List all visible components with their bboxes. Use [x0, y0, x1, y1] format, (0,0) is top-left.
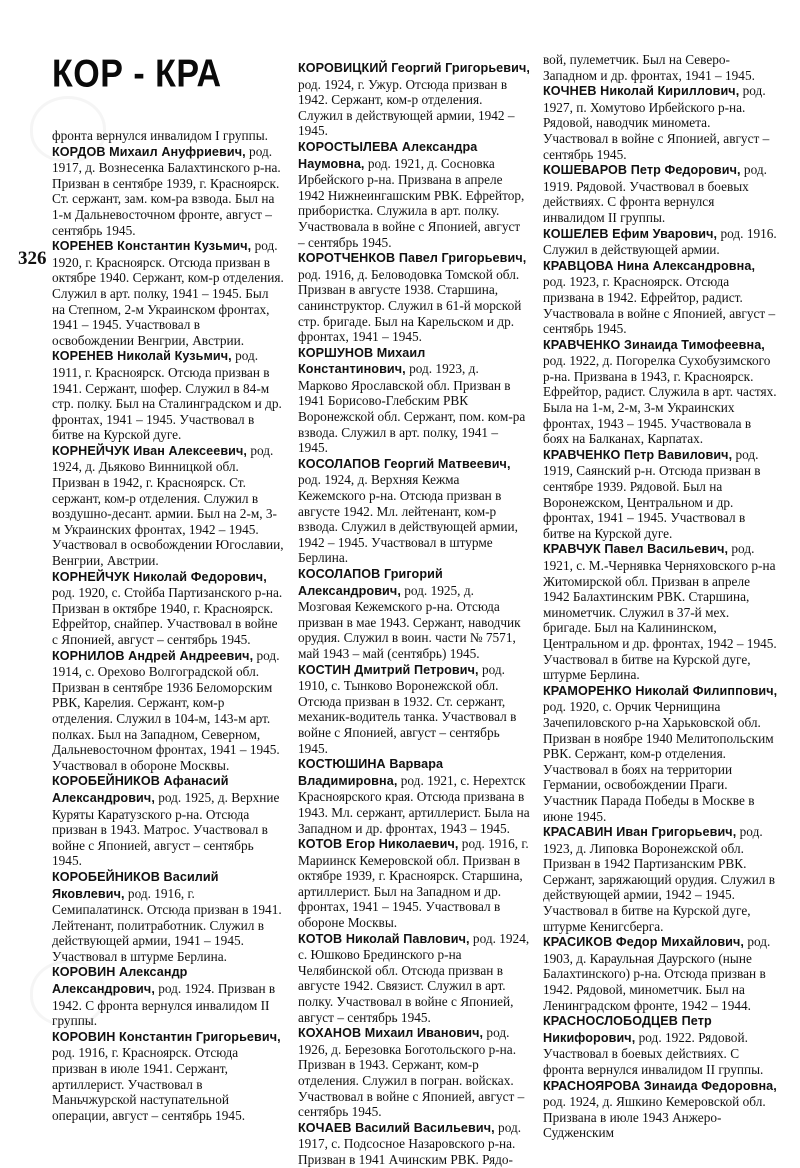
text-column-3: [543, 52, 778, 1141]
biography-entry: [298, 1120, 530, 1168]
biography-entry: [543, 683, 778, 824]
person-name: КОТОВ Егор Николаевич,: [298, 837, 459, 852]
biography-entry: [298, 250, 530, 345]
biography-entry: [298, 139, 530, 250]
person-biography: род. 1916, г. Семипалатинск. Отсюда призван в 1941. Лейтенант, политработник. Служил в действующей армии, 1941 – 1945. Участвовал в штурме Берлина.: [52, 885, 282, 964]
person-name: КРАВЧЕНКО Петр Вавилович,: [543, 447, 733, 462]
person-biography: род. 1920, с. Орчик Чернищина Зачепиловского р-на Харьковской обл. Призван в ноябре 1940 Мелитопольским РВК. Сержант, ком-р отделения. Участвовал в боях на территории Германии, освобождении Праги. Участник Парада Победы в Москве в июне 1945.: [543, 699, 774, 824]
biography-entry: [52, 964, 284, 1028]
person-biography: род. 1910, с. Тынково Воронежской обл. Отсюда призван в 1932. Ст. сержант, механик-водитель танка. Участвовал в войне с Японией, август – сентябрь 1945.: [298, 661, 517, 756]
entries-list: [298, 60, 530, 1168]
biography-entry: [52, 648, 284, 774]
person-biography: род. 1922. Рядовой. Участвовал в боевых действиях. С фронта вернулся инвалидом II группы.: [543, 1029, 764, 1077]
person-biography: род. 1920, г. Красноярск. Отсюда призван в октябре 1940. Сержант, ком-р отделения. Служил в арт. полку, 1941 – 1945. Был на Степном, 2-м Украинском фронтах, 1941 – 1945. Участвовал в освобождении Венгрии, Австрии.: [52, 238, 284, 348]
person-biography: род. 1925, д. Мозговая Кежемского р-на. Отсюда призван в мае 1943. Сержант, наводчик орудия. Служил в воин. части № 7571, май 1943 – май (сентябрь) 1945.: [298, 582, 521, 661]
biography-entry: [298, 345, 530, 456]
person-biography: род. 1921, с. М.-Чернявка Черняховского р-на Житомирской обл. Призван в апреле 1942 Балахтинским РВК. Старшина, минометчик. Служил в 37-й мех. бригаде. Был на Калининском, Центральном и др. фронтах, 1942 – 1945. Участвовал в битве на Курской дуге, штурме Берлина.: [543, 541, 777, 683]
person-biography: род. 1920, с. Стойба Партизанского р-на. Призван в октябре 1940, г. Красноярск. Ефрейтор, снайпер. Участвовал в войне с Японией, август – сентябрь 1945.: [52, 585, 283, 647]
person-name: КОРЕНЕВ Николай Кузьмич,: [52, 349, 232, 364]
biography-entry: [52, 1029, 284, 1124]
person-name: КРАСНОЯРОВА Зинаида Федоровна,: [543, 1078, 777, 1093]
person-name: КОРОБЕЙНИКОВ Василий Яковлевич,: [52, 869, 219, 901]
biography-entry: [543, 447, 778, 542]
biography-entry: [543, 83, 778, 162]
person-biography: род. 1921, д. Сосновка Ирбейского р-на. Призвана в апреле 1942 Нижнеингашским РВК. Ефрейтор, прибористка. Служила в арт. полку. Участвовала в войне с Японией, август – сентябрь 1945.: [298, 155, 525, 250]
person-name: КОТОВ Николай Павлович,: [298, 931, 470, 946]
biography-entry: [298, 1025, 530, 1120]
person-name: КОРОВИН Александр Александрович,: [52, 965, 188, 997]
biography-entry: [52, 773, 284, 869]
biography-entry: [543, 1078, 778, 1141]
person-name: КОСОЛАПОВ Григорий Александрович,: [298, 567, 443, 598]
entries-list: [52, 144, 284, 1124]
person-name: КОРНЕЙЧУК Иван Алексеевич,: [52, 443, 248, 458]
person-biography: род. 1924, д. Верхняя Кежма Кежемского р-на. Отсюда призван в августе 1942. Мл. лейтенант, ком-р взвода. Служил в действующей армии, 1942 – 1945. Участвовал в штурме Берлина.: [298, 472, 518, 566]
person-name: КОРОВИН Константин Григорьевич,: [52, 1029, 281, 1044]
biography-entry: [543, 226, 778, 258]
person-biography: род. 1923, д. Липовка Воронежской обл. Призван в 1942 Партизанским РВК. Сержант, заряжающий орудия. Служил в действующей армии, 1942 – 1945. Участвовал в битве на Курской дуге, штурме Кенигсберга.: [543, 824, 776, 934]
person-name: КОРНЕЙЧУК Николай Федорович,: [52, 569, 267, 584]
page-header: КОР - КРА: [52, 52, 222, 96]
person-biography: род. 1903, д. Караульная Даурского (ныне Балахтинского) р-на. Отсюда призван в 1942. Рядовой, минометчик. Был на Ленинградском фронте, 1942 – 1944.: [543, 934, 771, 1013]
person-biography: род. 1919. Рядовой. Участвовал в боевых действиях. С фронта вернулся инвалидом II группы.: [543, 162, 767, 225]
person-biography: род. 1926, д. Березовка Боготольского р-на. Призван в 1943. Сержант, ком-р отделения. Служил в погран. войсках. Участвовал в войне с Японией, август – сентябрь 1945.: [298, 1025, 525, 1120]
entries-list: [543, 83, 778, 1141]
person-biography: род. 1921, с. Нерехтск Красноярского края. Отсюда призвана в 1943. Мл. сержант, артиллерист. Была на Западном и др. фронтах, 1943 – 1945.: [298, 772, 530, 836]
person-biography: род. 1924, д. Дьяково Винницкой обл. Призван в 1942, г. Красноярск. Ст. сержант, ком-р отделения. Служил в воздушно-десант. армии. Был на 2-м, 3-м Украинских фронтах, 1942 – 1945. Участвовал в освобождении Югославии, Венгрии, Австрии.: [52, 442, 284, 569]
person-biography: род. 1916, г. Красноярск. Отсюда призван в июле 1941. Сержант, артиллерист. Участвовал в Маньчжурской наступательной операции, август – сентябрь 1945.: [52, 1045, 246, 1123]
person-biography: род. 1914, с. Орехово Волгоградской обл. Призван в сентябре 1936 Беломорским РВК, Карелия. Сержант, ком-р отделения. Служил в 104-м, 143-м арт. полках. Был на Западном, Северном, Дальневосточном фронтах, 1941 – 1945. Участвовал в обороне Москвы.: [52, 647, 280, 773]
person-name: КОСОЛАПОВ Георгий Матвеевич,: [298, 456, 511, 471]
person-biography: род. 1916. Служил в действующей армии.: [543, 225, 777, 258]
biography-entry: [298, 456, 530, 566]
person-name: КОРОСТЫЛЕВА Александра Наумовна,: [298, 139, 478, 171]
person-biography: род. 1925, д. Верхние Куряты Каратузского р-на. Отсюда призван в 1943. Матрос. Участвовал в войне с Японией, август – сентябрь 1945.: [52, 789, 280, 869]
biography-entry: [543, 162, 778, 225]
person-name: КОРОТЧЕНКОВ Павел Григорьевич,: [298, 251, 527, 266]
continuation-text: вой, пулеметчик. Был на Северо-Западном и др. фронтах, 1941 – 1945.: [543, 52, 755, 83]
person-name: КОРДОВ Михаил Ануфриевич,: [52, 144, 246, 159]
biography-entry: [543, 824, 778, 934]
person-name: КОСТИН Дмитрий Петрович,: [298, 662, 479, 677]
person-name: КОХАНОВ Михаил Иванович,: [298, 1026, 484, 1041]
person-name: КРАСНОСЛОБОДЦЕВ Петр Никифорович,: [543, 1014, 712, 1045]
biography-entry: [52, 144, 284, 239]
person-biography: род. 1924. Призван в 1942. С фронта вернулся инвалидом II группы.: [52, 981, 276, 1029]
person-biography: род. 1917, д. Вознесенка Балахтинского р-на. Призван в сентябре 1939, г. Красноярск. Ст. сержант, зам. ком-ра взвода. Был на 1-м Дальневосточном фронте, август – сентябрь 1945.: [52, 143, 281, 238]
person-biography: род. 1916, г. Мариинск Кемеровской обл. Призван в октябре 1939, г. Красноярск. Старшина, артиллерист. Был на Западном и др. фронтах, 1941 – 1945. Участвовал в обороне Москвы.: [298, 836, 529, 931]
person-name: КОРШУНОВ Михаил Константинович,: [298, 345, 426, 377]
biography-entry: [52, 869, 284, 965]
person-name: КРАСИКОВ Федор Михайлович,: [543, 935, 745, 950]
continuation-text: фронта вернулся инвалидом I группы.: [52, 128, 268, 143]
person-name: КОРОБЕЙНИКОВ Афанасий Александрович,: [52, 774, 229, 805]
biography-entry: [52, 443, 284, 569]
person-biography: род. 1924, д. Яшкино Кемеровской обл. Призвана в июле 1943 Анжеро-Судженским: [543, 1094, 766, 1141]
text-column-1: [52, 128, 284, 1123]
biography-entry: [543, 258, 778, 337]
person-name: КОШЕЛЕВ Ефим Уварович,: [543, 226, 718, 241]
person-name: КРАСАВИН Иван Григорьевич,: [543, 825, 737, 840]
biography-entry: [298, 662, 530, 757]
text-column-2: [298, 60, 530, 1168]
biography-entry: [298, 756, 530, 836]
person-name: КРАВЧУК Павел Васильевич,: [543, 542, 729, 557]
person-biography: род. 1919, Саянский р-н. Отсюда призван в сентябре 1939. Рядовой. Был на Воронежском, Центральном и др. фронтах, 1941 – 1945. Участвовал в битве на Курской дуге.: [543, 446, 761, 541]
person-biography: род. 1927, п. Хомутово Ирбейского р-на. Рядовой, наводчик миномета. Участвовал в войне с Японией, август – сентябрь 1945.: [543, 83, 770, 162]
person-name: КОСТЮШИНА Варвара Владимировна,: [298, 757, 444, 788]
biography-entry: [543, 337, 778, 447]
person-name: КОЧНЕВ Николай Кириллович,: [543, 84, 740, 99]
person-name: КОРНИЛОВ Андрей Андреевич,: [52, 648, 254, 663]
person-name: КОРОВИЦКИЙ Георгий Григорьевич,: [298, 61, 530, 75]
biography-entry: [543, 1013, 778, 1077]
person-biography: род. 1923, д. Марково Ярославской обл. Призван в 1941 Борисово-Глебским РВК Воронежской обл. Сержант, пом. ком-ра взвода. Служил в арт. полку, 1941 – 1945.: [298, 361, 526, 456]
biography-entry: [52, 238, 284, 348]
biography-entry: [543, 541, 778, 682]
biography-entry: [298, 566, 530, 662]
biography-entry: [298, 931, 530, 1026]
person-biography: род. 1917, с. Подсосное Назаровского р-на. Призван в 1941 Ачинским РВК. Рядо-: [298, 1119, 522, 1167]
person-biography: род. 1923, г. Красноярск. Отсюда призвана в 1942. Ефрейтор, радист. Участвовала в войне с Японией, август – сентябрь 1945.: [543, 274, 776, 337]
person-name: КОЧАЕВ Василий Васильевич,: [298, 1120, 495, 1135]
person-biography: род. 1911, г. Красноярск. Отсюда призван в 1941. Сержант, шофер. Служил в 84-м стр. полку. Был на Сталинградском и др. фронтах, 1941 – 1945. Участвовал в битве на Курской дуге.: [52, 348, 282, 443]
person-name: КРАВЦОВА Нина Александровна,: [543, 258, 756, 273]
person-biography: род. 1924, с. Юшково Брединского р-на Челябинской обл. Отсюда призван в августе 1942. Связист. Служил в арт. полку. Участвовал в войне с Японией, август – сентябрь 1945.: [298, 930, 530, 1025]
biography-entry: [298, 836, 530, 931]
person-biography: род. 1924, г. Ужур. Отсюда призван в 1942. Сержант, ком-р отделения. Служил в действующей армии, 1942 – 1945.: [298, 76, 515, 139]
biography-entry: [52, 348, 284, 443]
person-biography: род. 1922, д. Погорелка Сухобузимского р-на. Призвана в 1943, г. Красноярск. Ефрейтор, радист. Служила в арт. частях. Была на 1-м, 2-м, 3-м Украинских фронтах, 1943 – 1945. Участвовала в боях на Балканах, Карпатах.: [543, 353, 777, 447]
person-name: КОШЕВАРОВ Петр Федорович,: [543, 163, 741, 178]
person-name: КРАМОРЕНКО Николай Филиппович,: [543, 683, 778, 698]
person-name: КРАВЧЕНКО Зинаида Тимофеевна,: [543, 337, 765, 352]
page-number: 326: [18, 248, 47, 269]
person-name: КОРЕНЕВ Константин Кузьмич,: [52, 239, 252, 254]
biography-entry: [298, 60, 530, 139]
biography-entry: [543, 934, 778, 1013]
biography-entry: [52, 569, 284, 648]
person-biography: род. 1916, д. Беловодовка Томской обл. Призван в августе 1938. Старшина, санинструктор. Служил в 61-й морской стр. бригаде. Был на Карельском и др. фронтах, 1941 – 1945.: [298, 266, 522, 345]
